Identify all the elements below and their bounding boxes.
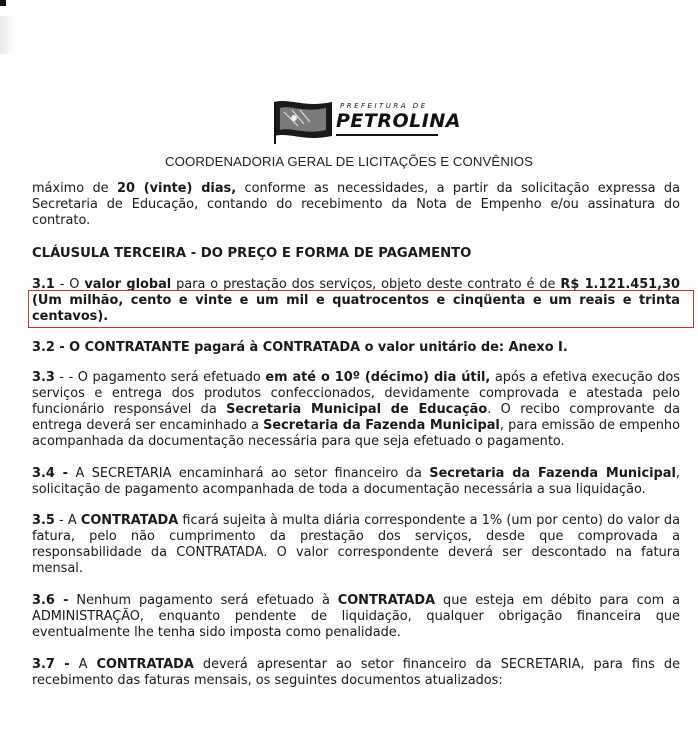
payment-deadline: em até o 10º (décimo) dia útil,: [265, 370, 491, 385]
contract-value: R$ 1.121.451,30 (Um milhão, cento e vinte e um mil e quatrocentos e cinqüenta e um reais e trinta centavos).: [32, 277, 680, 324]
logo-subtitle: PREFEITURA DE: [340, 102, 428, 110]
item-3-2: [32, 340, 680, 356]
intro-paragraph: [32, 181, 680, 229]
item-text: que esteja em débito para com a ADMINISTRAÇÃO, enquanto pendente de liquidação, qualquer obrigação financeira que eventualmente lhe tenha sido imposta como penalidade.: [32, 593, 680, 640]
item-number: 3.2: [32, 340, 55, 355]
secretariat-name: Secretaria da Fazenda Municipal: [263, 418, 500, 433]
logo-title: PETROLINA: [336, 110, 461, 132]
item-text: A SECRETARIA encaminhará ao setor financeiro da: [68, 466, 430, 481]
item-text: - - O pagamento será efetuado: [54, 370, 266, 385]
secretariat-name: Secretaria da Fazenda Municipal: [429, 466, 676, 481]
intro-text-rest: conforme as necessidades, a partir da solicitação expressa da Secretaria de Educação, contando do recebimento da Nota de Empenho e/ou assinatura do contrato.: [32, 181, 680, 228]
item-text: Nenhum pagamento será efetuado à: [68, 593, 338, 608]
item-text: - O: [54, 277, 85, 292]
party-name: CONTRATADA: [96, 657, 194, 672]
item-3-3: [32, 370, 680, 450]
intro-period: 20 (vinte) dias,: [117, 181, 237, 196]
item-3-7: [32, 657, 680, 689]
item-3-5: [32, 513, 680, 577]
department-title: COORDENADORIA GERAL DE LICITAÇÕES E CONVÊNIOS: [165, 154, 533, 169]
item-3-4: [32, 466, 680, 498]
party-name: CONTRATADA: [80, 513, 179, 528]
scan-artifact: [0, 0, 6, 6]
item-text: A: [69, 657, 97, 672]
item-number: 3.4 -: [32, 466, 69, 481]
party-name: CONTRATADA: [337, 593, 436, 608]
highlight-box: [28, 290, 694, 328]
item-text: ficará sujeita à multa diária correspondente a 1% (um por cento) do valor da fatura, pelo não cumprimento da prestação dos serviços, desde que comprovada a responsabilidade da CONTRATADA. O valor correspondente deverá ser descontado na fatura mensal.: [32, 513, 680, 576]
item-text: - A: [54, 513, 81, 528]
item-text: , solicitação de pagamento acompanhada de toda a documentação necessária a sua liquidação.: [32, 466, 680, 497]
item-number: 3.3: [32, 370, 55, 385]
clause-heading: CLÁUSULA TERCEIRA - DO PREÇO E FORMA DE PAGAMENTO: [32, 246, 472, 261]
secretariat-name: Secretaria Municipal de Educação: [226, 402, 488, 417]
item-text: para o prestação dos serviços, objeto deste contrato é de: [171, 277, 561, 292]
item-number: 3.6 -: [32, 593, 69, 608]
intro-text: máximo de: [32, 181, 118, 196]
logo-underline: [336, 134, 438, 136]
item-number: 3.1: [32, 277, 55, 292]
petrolina-flag-logo-icon: [270, 96, 461, 146]
item-text: . O recibo comprovante da entrega deverá ser encaminhado a: [32, 402, 680, 433]
item-bold-term: valor global: [84, 277, 172, 292]
item-3-6: [32, 593, 680, 641]
item-text: - O CONTRATANTE pagará à CONTRATADA o valor unitário de: Anexo I.: [54, 340, 568, 355]
scan-artifact: [0, 16, 14, 54]
item-text: após a efetiva execução dos serviços e entrega dos produtos confeccionados, devidamente comprovada e atestada pelo funcionário responsável da: [32, 370, 680, 417]
item-number: 3.7 -: [32, 657, 70, 672]
item-text: , para emissão de empenho acompanhada da documentação necessária para que seja efetuado o pagamento.: [32, 418, 680, 449]
item-number: 3.5: [32, 513, 55, 528]
item-text: deverá apresentar ao setor financeiro da SECRETARIA, para fins de recebimento das faturas mensais, os seguintes documentos atualizados:: [32, 657, 680, 688]
